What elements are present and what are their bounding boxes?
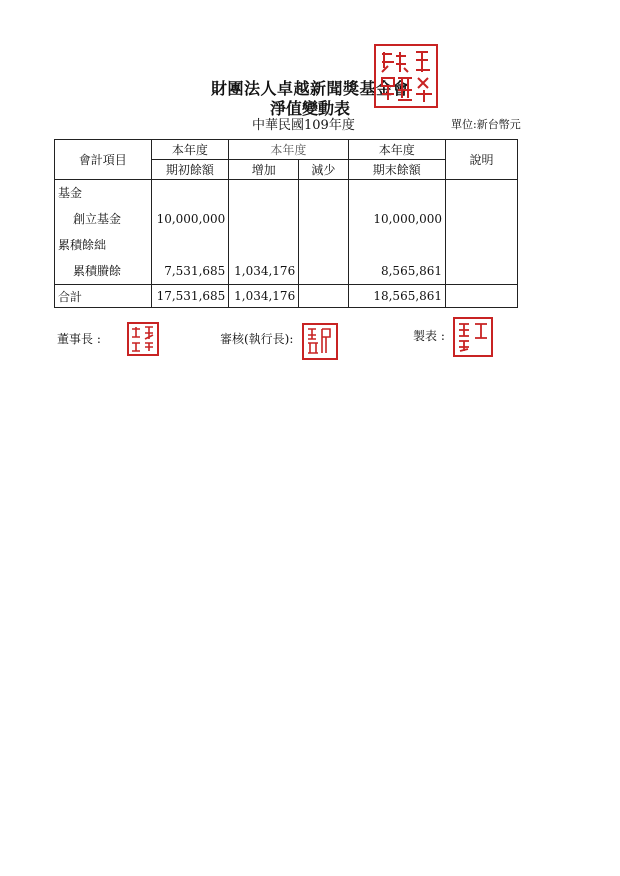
row-opening: 10,000,000 [156, 212, 226, 226]
row-opening: 7,531,685 [164, 264, 226, 278]
currency-unit: 單位:新台幣元 [451, 118, 521, 131]
period-label: 中華民國109年度 [252, 118, 355, 133]
net-worth-change-table [54, 139, 518, 308]
header-item: 會計項目 [55, 140, 152, 180]
preparer-label: 製表 : [413, 329, 445, 343]
row-increase [229, 232, 298, 258]
foundation-seal [374, 44, 438, 108]
header-change-group: 本年度 [229, 140, 348, 160]
total-decrease [299, 285, 348, 308]
row-closing: 8,565,861 [380, 264, 443, 278]
foundation-seal-glyphs [376, 46, 436, 106]
preparer-seal [453, 317, 493, 357]
row-decrease [299, 180, 347, 206]
row-opening [152, 180, 229, 206]
opening-column [151, 180, 229, 285]
row-item: 累積餘絀 [58, 238, 107, 252]
total-closing: 18,565,861 [348, 285, 446, 308]
closing-column [348, 180, 446, 285]
row-closing [349, 232, 446, 258]
row-decrease [299, 258, 347, 284]
total-row [55, 285, 518, 308]
row-increase: 1,034,176 [234, 264, 296, 278]
header-notes: 說明 [446, 140, 518, 180]
reviewer-seal [302, 323, 338, 360]
increase-column [229, 180, 299, 285]
decrease-column [299, 180, 348, 285]
row-closing: 10,000,000 [373, 212, 443, 226]
row-decrease [299, 206, 347, 232]
header-decrease: 減少 [299, 160, 348, 180]
notes-column [446, 180, 518, 285]
total-opening: 17,531,685 [151, 285, 229, 308]
row-increase [229, 206, 298, 232]
total-increase: 1,034,176 [229, 285, 299, 308]
reviewer-seal-glyphs [304, 325, 336, 358]
chairman-seal-glyphs [129, 324, 157, 354]
header-current-year-end: 本年度 [348, 140, 446, 160]
header-current-year: 本年度 [151, 140, 229, 160]
header-increase: 增加 [229, 160, 299, 180]
header-closing-balance: 期末餘額 [348, 160, 446, 180]
reviewer-label: 審核(執行長): [220, 332, 294, 346]
chairman-label: 董事長 : [57, 332, 101, 346]
total-label: 合計 [55, 285, 152, 308]
chairman-seal [127, 322, 159, 356]
row-item: 創立基金 [73, 212, 122, 226]
preparer-seal-glyphs [455, 319, 491, 355]
item-column [55, 180, 152, 285]
row-closing [349, 180, 446, 206]
row-decrease [299, 232, 347, 258]
report-title: 淨值變動表 [269, 99, 350, 118]
row-increase [229, 180, 298, 206]
organization-title: 財團法人卓越新聞獎基金會 [210, 79, 409, 98]
row-opening [152, 232, 229, 258]
row-item: 基金 [58, 186, 83, 200]
total-notes [446, 285, 518, 308]
header-opening-balance: 期初餘額 [151, 160, 229, 180]
row-item: 累積賸餘 [73, 264, 122, 278]
